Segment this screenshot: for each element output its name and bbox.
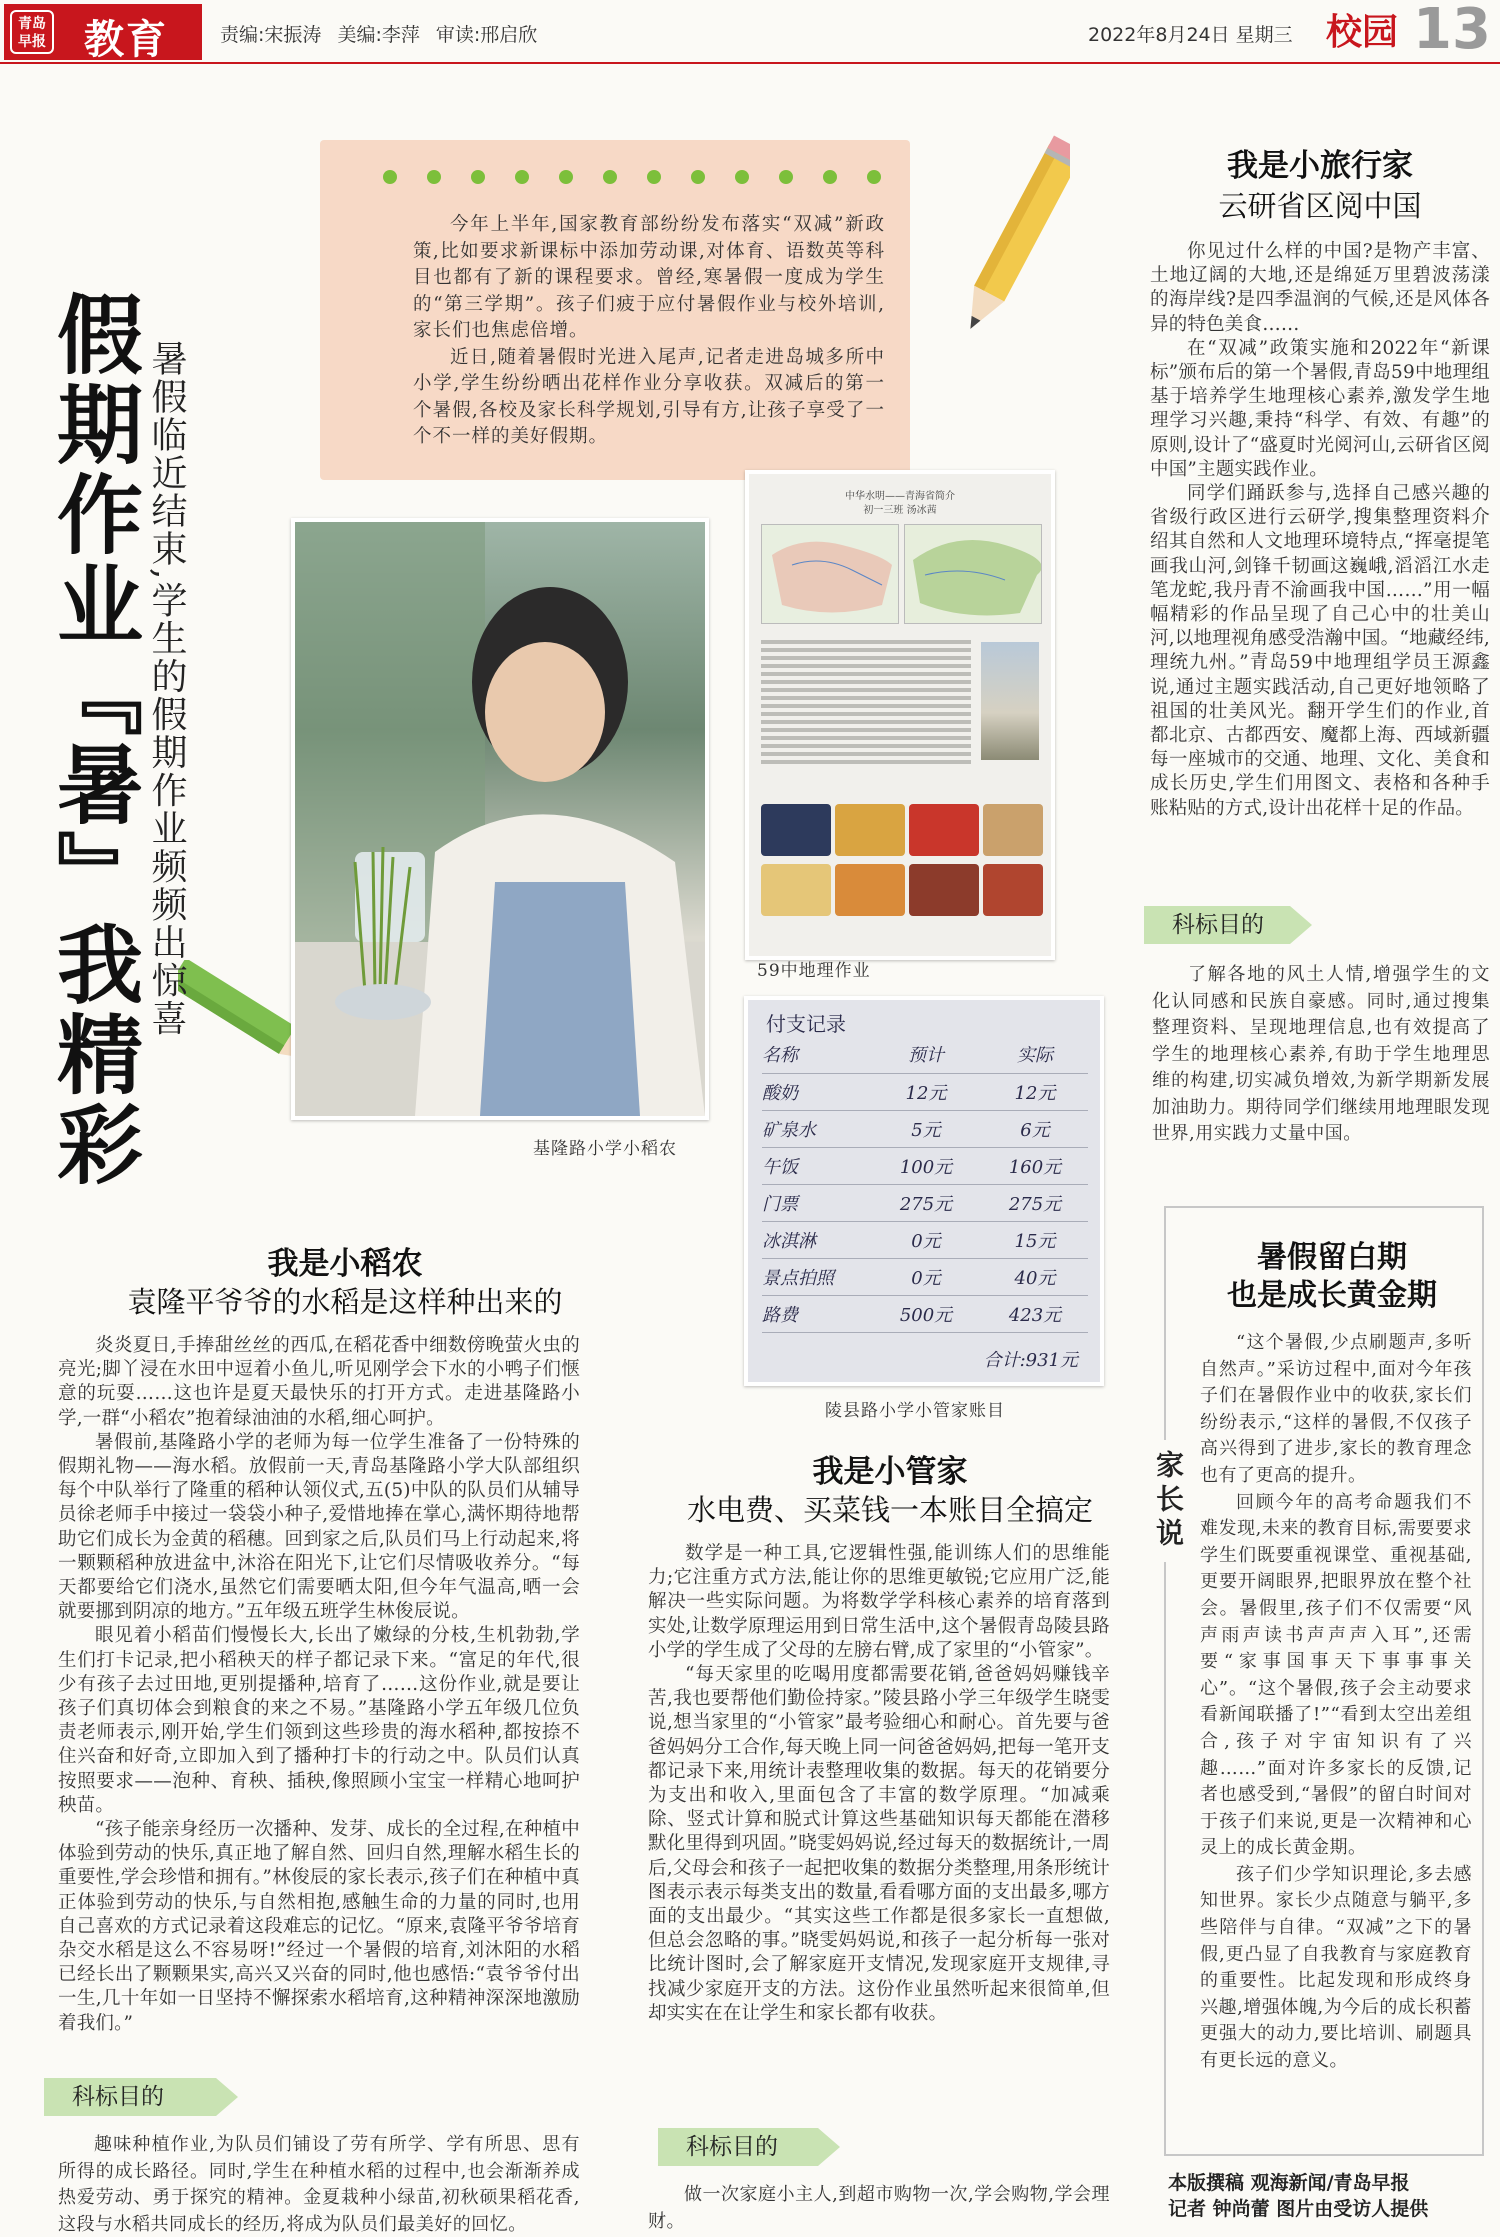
rice-goal-tag: 科标目的 (44, 2078, 216, 2116)
article-paragraph: 同学们踊跃参与,选择自己感兴趣的省级行政区进行云研学,搜集整理资料介绍其自然和人文地理环境特点,“挥毫提笔画我山河,剑锋千韧画这巍峨,滔滔江水走笔龙蛇,我丹青不渝画我中国……”用一幅幅精彩的作品呈现了自己心中的壮美山河,以地理视角感受浩瀚中国。“地藏经纬,理统九州。”青岛59中地理组学员王源鑫说,通过主题实践活动,自己更好地领略了祖国的壮美风光。翻开学生们的作业,首都北京、古都西安、魔都上海、西域新疆每一座城市的交通、地理、文化、美食和成长历史,学生们用图文、表格和各种手账粘贴的方式,设计出花样十足的作品。 (1150, 483, 1490, 819)
ledger-planned: 500元 (870, 1295, 982, 1332)
pencil-icon (960, 130, 1070, 360)
rice-article-subtitle: 袁隆平爷爷的水稻是这样种出来的 (127, 1285, 563, 1319)
rice-farmer-photo (291, 518, 709, 1120)
headline-subtitle: 暑假临近结束,学生的假期作业频频出惊喜 (146, 340, 187, 1038)
travel-article-body (1150, 240, 1490, 821)
ledger-item: 午饭 (762, 1147, 870, 1184)
rice-goal-text (58, 2132, 580, 2237)
travel-goal-tag: 科标目的 (1144, 906, 1290, 944)
ledger-actual: 160元 (982, 1147, 1088, 1184)
goal-paragraph: 趣味种植作业,为队员们铺设了劳有所学、学有所思、思有所得的成长路径。同时,学生在种植水稻的过程中,也会渐渐养成热爱劳动、勇于探究的精神。金夏栽种小绿苗,初秋硕果稻花香,这段与水稻共同成长的经历,将成为队员们最美好的回忆。 (58, 2134, 580, 2235)
intro-paragraph: 今年上半年,国家教育部纷纷发布落实“双减”新政策,比如要求新课标中添加劳动课,对体育、语数英等科目也都有了新的课程要求。曾经,寒暑假一度成为学生的“第三学期”。孩子们疲于应付暑假作业与校外培训,家长们也焦虑倍增。 (413, 214, 885, 341)
steward-article-body (648, 1542, 1110, 2026)
intro-paragraph: 近日,随着暑假时光进入尾声,记者走进岛城多所中小学,学生纷纷晒出花样作业分享收获。双减后的第一个暑假,各校及家长科学规划,引导有方,让孩子享受了一个不一样的美好假期。 (413, 346, 885, 447)
rice-article-body (58, 1334, 580, 2036)
ledger-planned: 12元 (870, 1073, 982, 1110)
newspaper-logo (10, 10, 54, 54)
editor: 责编:宋振涛 (220, 24, 322, 46)
steward-article-subtitle: 水电费、买菜钱一本账目全搞定 (686, 1493, 1093, 1527)
section-name: 教育 (84, 16, 168, 63)
logo-line-2: 早报 (18, 34, 46, 50)
main-headline: 假期作业『暑』我精彩 (42, 290, 143, 1190)
rice-farmer-caption: 基隆路小学小稻农 (533, 1139, 677, 1159)
ledger-header-cell: 实际 (982, 1036, 1088, 1073)
ledger-planned: 100元 (870, 1147, 982, 1184)
geography-homework-text-lines (761, 636, 971, 768)
ledger-row (762, 1221, 1088, 1258)
geography-homework-caption: 59中地理作业 (757, 961, 871, 981)
ledger-header-cell: 名称 (762, 1036, 870, 1073)
parent-column-paragraph: “这个暑假,少点刷题声,多听自然声。”采访过程中,面对今年孩子们在暑假作业中的收获,家长们纷纷表示,“这样的暑假,不仅孩子高兴得到了进步,家长的教育理念也有了更高的提升。 (1200, 1332, 1472, 1486)
parent-column-label: 家长说 (1144, 1440, 1188, 1562)
ledger-item: 门票 (762, 1184, 870, 1221)
ledger-item: 路费 (762, 1295, 870, 1332)
parent-column-title-line-2: 也是成长黄金期 (1227, 1278, 1437, 1313)
article-paragraph: “孩子能亲身经历一次播种、发芽、成长的全过程,在种植中体验到劳动的快乐,真正地了解自然、回归自然,理解水稻生长的重要性,学会珍惜和拥有。”林俊辰的家长表示,孩子们在种植中真正体验到劳动的快乐,与自然相抱,感触生命的力量的同时,也用自己喜欢的方式记录着这段难忘的记忆。“原来,袁隆平爷爷培育杂交水稻是这么不容易呀!”经过一个暑假的培育,刘沐阳的水稻已经长出了颗颗果实,高兴又兴奋的同时,他也感悟:“袁爷爷付出一生,几十年如一日坚持不懈探索水稻培育,这种精神深深地激励着我们。” (58, 1819, 580, 2034)
section-logo-block (4, 4, 202, 63)
ledger-item: 矿泉水 (762, 1110, 870, 1147)
goal-paragraph: 做一次家庭小主人,到超市购物一次,学会购物,学会理财。 (648, 2184, 1110, 2232)
ledger-title: 付支记录 (766, 1012, 846, 1036)
food-photo (909, 804, 979, 856)
ledger-planned: 0元 (870, 1221, 982, 1258)
travel-article-title: 我是小旅行家 (1227, 148, 1413, 184)
article-paragraph: “每天家里的吃喝用度都需要花销,爸爸妈妈赚钱辛苦,我也要帮他们勤俭持家。”陵县路小学三年级学生晓雯说,想当家里的“小管家”最考验细心和耐心。首先要与爸爸妈妈分工合作,每天晚上同一问爸爸妈妈,把每一笔开支都记录下来,用统计表整理收集的数据。每天的花销要分为支出和收入,里面包含了丰富的数学原理。“加减乘除、竖式计算和脱式计算这些基础知识每天都能在潜移默化里得到巩固。”晓雯妈妈说,经过每天的数据统计,一周后,父母会和孩子一起把收集的数据分类整理,用条形统计图表示表示每类支出的数量,看看哪方面的支出最多,哪方面的支出最少。“其实这些工作都是很多家长一直想做,但总会忽略的事。”晓雯妈妈说,和孩子一起分析每一张对比统计图时,会了解家庭开支情况,发现家庭开支规律,寻找减少家庭开支的方法。这份作业虽然听起来很简单,但却实实在在让学生和家长都有收获。 (648, 1664, 1110, 2024)
travel-goal-text (1152, 962, 1490, 1148)
steward-goal-text (648, 2182, 1110, 2235)
qinghai-map-left (761, 524, 899, 624)
article-paragraph: 眼见着小稻苗们慢慢长大,长出了嫩绿的分枝,生机勃勃,学生们打卡记录,把小稻秧天的样子都记录下来。“富足的年代,很少有孩子去过田地,更别提播种,培育了……这份作业,就是要让孩子们真切体会到粮食的来之不易。”基隆路小学五年级几位负责老师表示,刚开始,学生们领到这些珍贵的海水稻种,都按捺不住兴奋和好奇,立即加入到了播种打卡的行动之中。队员们认真按照要求——泡种、育秧、插秧,像照顾小宝宝一样精心地呵护秧苗。 (58, 1625, 580, 1816)
art-editor: 美编:李萍 (337, 24, 420, 46)
column-name: 校园 (1326, 11, 1399, 53)
ledger-total: 合计:931元 (983, 1350, 1078, 1371)
steward-article-title: 我是小管家 (812, 1454, 968, 1490)
masthead (0, 0, 1500, 64)
food-photo (761, 864, 831, 916)
ledger-header-cell: 预计 (870, 1036, 982, 1073)
ledger-item: 景点拍照 (762, 1258, 870, 1295)
credits-line-2: 记者 钟尚蕾 图片由受访人提供 (1168, 2198, 1429, 2220)
geography-homework-photo (745, 470, 1055, 960)
intro-text (413, 212, 885, 451)
expense-ledger-caption: 陵县路小学小管家账目 (825, 1401, 1005, 1421)
ledger-actual: 6元 (982, 1110, 1088, 1147)
ledger-actual: 12元 (982, 1073, 1088, 1110)
parent-column-body (1200, 1330, 1472, 2075)
ledger-planned: 275元 (870, 1184, 982, 1221)
rice-article-title: 我是小稻农 (267, 1246, 423, 1282)
food-photo (983, 804, 1043, 856)
article-paragraph: 在“双减”政策实施和2022年“新课标”颁布后的第一个暑假,青岛59中地理组基于培养学生地理核心素养,激发学生地理学习兴趣,秉持“科学、有效、有趣”的原则,设计了“盛夏时光阅河山,云研省区阅中国”主题实践作业。 (1150, 337, 1490, 480)
ledger-row (762, 1110, 1088, 1147)
food-photo (835, 804, 905, 856)
ledger-row (762, 1184, 1088, 1221)
ledger-row (762, 1073, 1088, 1110)
ledger-row (762, 1295, 1088, 1332)
food-photo (761, 804, 831, 856)
ledger-row (762, 1147, 1088, 1184)
ledger-actual: 15元 (982, 1221, 1088, 1258)
ledger-planned: 0元 (870, 1258, 982, 1295)
ledger-actual: 423元 (982, 1295, 1088, 1332)
publication-date: 2022年8月24日 星期三 (1088, 24, 1293, 46)
steward-goal-tag: 科标目的 (658, 2128, 818, 2166)
page-credits (1168, 2170, 1488, 2222)
goal-paragraph: 了解各地的风土人情,增强学生的文化认同感和民族自豪感。同时,通过搜集整理资料、呈现地理信息,也有效提高了学生的地理核心素养,有助于学生地理思维的构建,切实减负增效,为新学期新发展加油助力。期待同学们继续用地理眼发现世界,用实践力丈量中国。 (1152, 964, 1490, 1144)
logo-line-1: 青岛 (18, 16, 46, 32)
ledger-table (762, 1036, 1088, 1333)
ledger-planned: 5元 (870, 1110, 982, 1147)
parent-column-paragraph: 回顾今年的高考命题我们不难发现,未来的教育目标,需要要求学生们既要重视课堂、重视基础,更要开阔眼界,把眼界放在整个社会。暑假里,孩子们不仅需要“风声雨声读书声声声入耳”,还需要“家事国事天下事事事关心”。“这个暑假,孩子会主动要求看新闻联播了!”“看到太空出差组合,孩子对宇宙知识有了兴趣……”面对许多家长的反馈,记者也感受到,“暑假”的留白时间对于孩子们来说,更是一次精神和心灵上的成长黄金期。 (1200, 1491, 1472, 1859)
travel-article-subtitle: 云研省区阅中国 (1218, 189, 1422, 223)
ledger-item: 酸奶 (762, 1073, 870, 1110)
rice-farmer-illustration (295, 522, 705, 1116)
expense-ledger-photo (744, 996, 1104, 1386)
geography-homework-heading: 中华水明——青海省简介 初一三班 汤冰茜 (845, 491, 955, 516)
parent-column-title-line-1: 暑假留白期 (1257, 1240, 1407, 1275)
article-paragraph: 你见过什么样的中国?是物产丰富、土地辽阔的大地,还是绵延万里碧波荡漾的海岸线?是四季温润的气候,还是风体各异的特色美食…… (1150, 241, 1490, 335)
ledger-actual: 40元 (982, 1258, 1088, 1295)
page-number: 13 (1413, 0, 1491, 62)
ledger-item: 冰淇淋 (762, 1221, 870, 1258)
credits-line-1: 本版撰稿 观海新闻/青岛早报 (1168, 2172, 1410, 2194)
article-paragraph: 暑假前,基隆路小学的老师为每一位学生准备了一份特殊的假期礼物——海水稻。放假前一天,青岛基隆路小学大队部组织每个中队举行了隆重的稻种认领仪式,五(5)中队的队员们从辅导员徐老师手中接过一袋袋小种子,爱惜地捧在掌心,满怀期待地帮助它们成长为金黄的稻穗。回到家之后,队员们马上行动起来,将一颗颗稻种放进盆中,沐浴在阳光下,让它们尽情吸收养分。“每天都要给它们浇水,虽然它们需要晒太阳,但今年气温高,晒一会就要挪到阴凉的地方。”五年级五班学生林俊辰说。 (58, 1431, 580, 1623)
landmark-photo (981, 642, 1039, 760)
ledger-row (762, 1258, 1088, 1295)
parent-column-paragraph: 孩子们少学知识理论,多去感知世界。家长少点随意与躺平,多些陪伴与自律。“双减”之下的暑假,更凸显了自我教育与家庭教育的重要性。比起发现和形成终身兴趣,增强体魄,为今后的成长积蓄更强大的动力,要比培训、刷题具有更长远的意义。 (1200, 1863, 1472, 2072)
qinghai-map-right (904, 524, 1042, 624)
reviewer: 审读:邢启欣 (435, 24, 538, 46)
ledger-actual: 275元 (982, 1184, 1088, 1221)
article-paragraph: 数学是一种工具,它逻辑性强,能训练人们的思维能力;它注重方式方法,能让你的思维更敏锐;它应用广泛,能解决一些实际问题。为将数学学科核心素养的培育落到实处,让数学原理运用到日常生活中,这个暑假青岛陵县路小学的学生成了父母的左膀右臂,成了家里的“小管家”。 (648, 1543, 1110, 1661)
article-paragraph: 炎炎夏日,手捧甜丝丝的西瓜,在稻花香中细数傍晚萤火虫的亮光;脚丫浸在水田中逗着小鱼儿,听见刚学会下水的小鸭子们惬意的玩耍……这也许是夏天最快乐的打开方式。走进基隆路小学,一群“小稻农”抱着绿油油的水稻,细心呵护。 (58, 1335, 580, 1429)
food-photo (909, 864, 979, 916)
ledger-header-row (762, 1036, 1088, 1073)
food-photo (835, 864, 905, 916)
editor-credits (220, 20, 547, 47)
food-photo (983, 864, 1043, 916)
